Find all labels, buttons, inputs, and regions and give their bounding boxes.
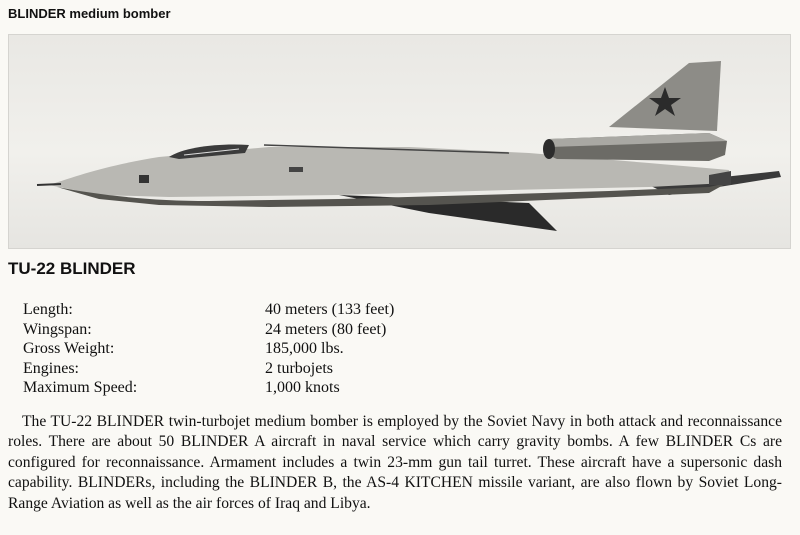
spec-row-max-speed — [23, 378, 394, 398]
section-header: BLINDER medium bomber — [8, 6, 171, 21]
bomber-aircraft-icon — [9, 35, 790, 248]
spec-label: Engines: — [23, 359, 79, 377]
spec-row-engines — [23, 359, 394, 379]
spec-value: 24 meters (80 feet) — [265, 320, 387, 338]
spec-label: Gross Weight: — [23, 340, 115, 358]
spec-row-length — [23, 300, 394, 320]
spec-value: 40 meters (133 feet) — [265, 301, 395, 318]
spec-row-wingspan — [23, 320, 394, 340]
spec-value: 1,000 knots — [265, 379, 340, 397]
specs-table — [23, 300, 394, 398]
description — [8, 412, 782, 514]
spec-value: 2 turbojets — [265, 359, 333, 377]
spec-label: Length: — [23, 301, 73, 318]
aircraft-title: TU-22 BLINDER — [8, 259, 136, 278]
spec-row-gross-weight — [23, 339, 394, 359]
description-paragraph: The TU-22 BLINDER twin-turbojet medium bomber is employed by the Soviet Navy in both attack and reconnaissance roles. There are about 50 BLINDER A aircraft in naval service which carry gravity bombs. A few BLINDER Cs are configured for reconnaissance. Armament includes a twin 23-mm gun tail turret. These aircraft have a supersonic dash capability. BLINDERs, including the BLINDER B, the AS-4 KITCHEN missile variant, are also flown by Soviet Long-Range Aviation as well as the air forces of Iraq and Libya. — [8, 413, 782, 512]
spec-label: Maximum Speed: — [23, 379, 138, 397]
aircraft-photo — [8, 34, 791, 249]
spec-label: Wingspan: — [23, 320, 92, 338]
spec-value: 185,000 lbs. — [265, 340, 344, 358]
